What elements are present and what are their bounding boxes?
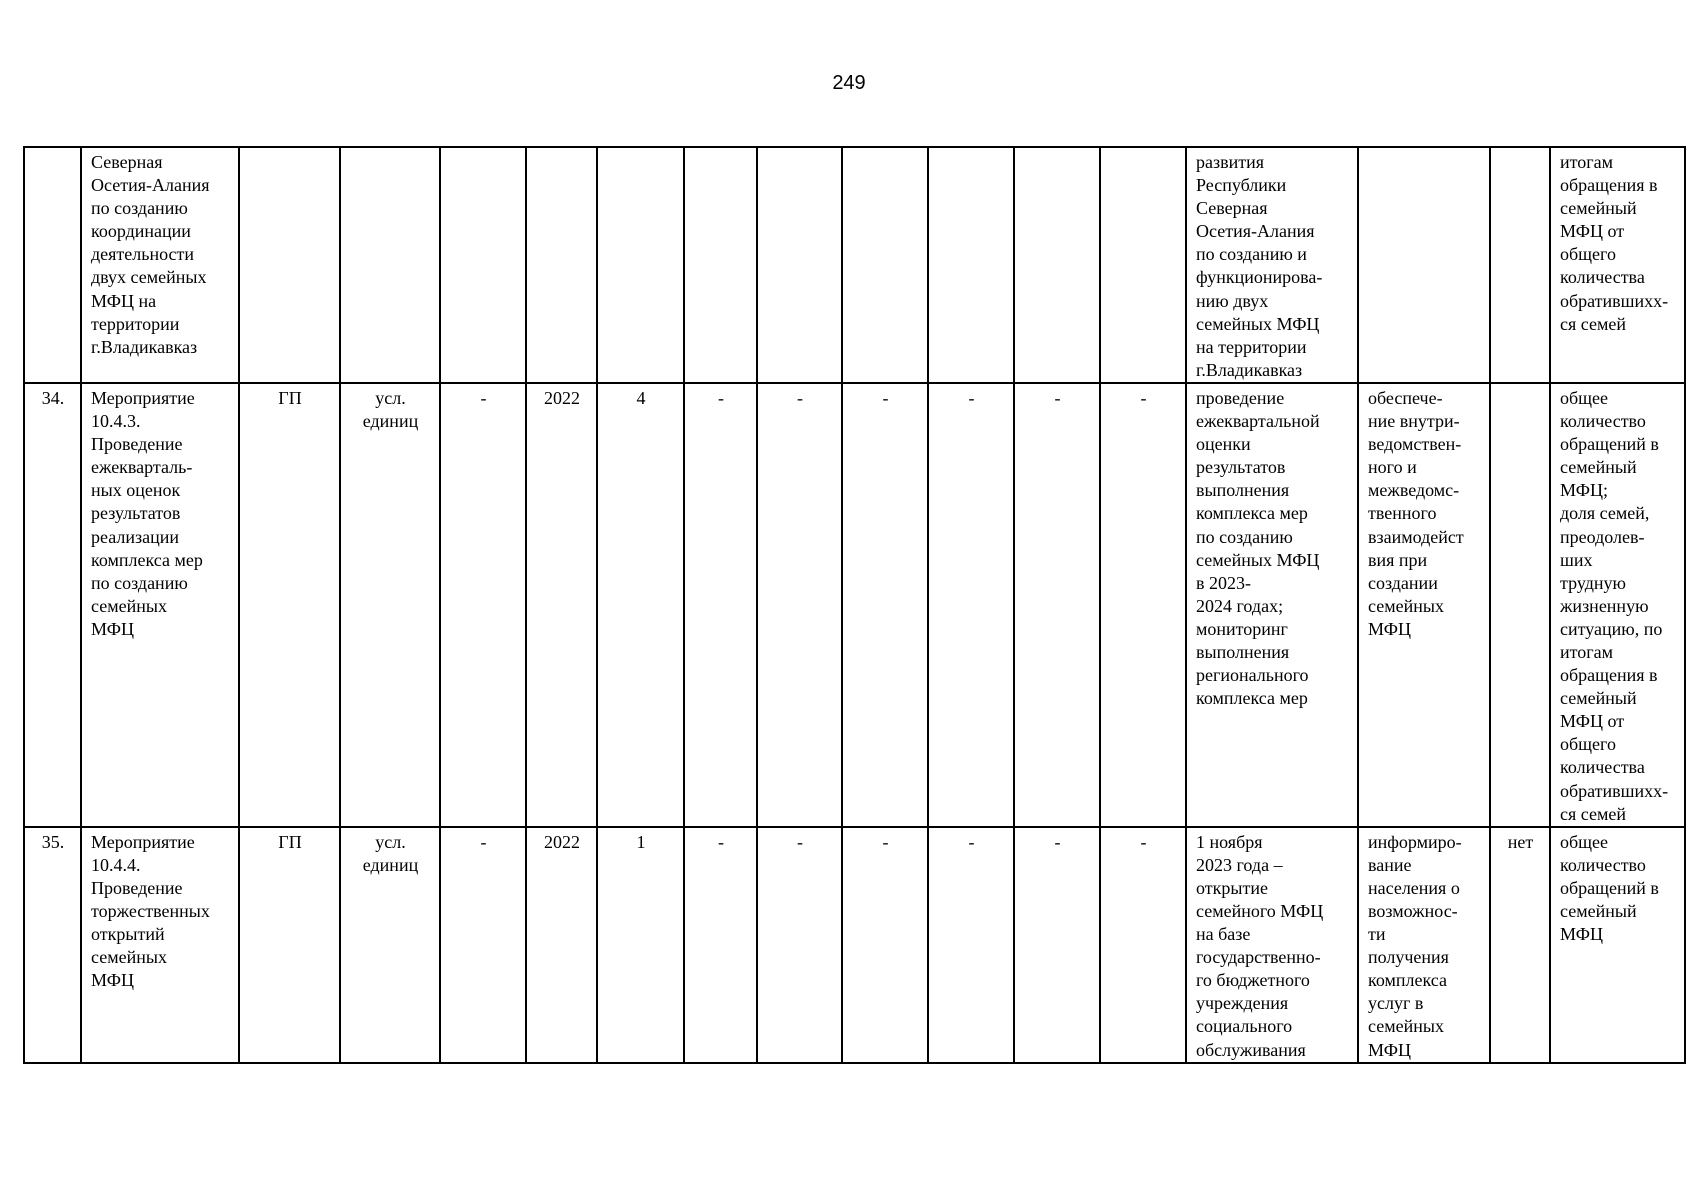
year-5-value bbox=[1014, 147, 1100, 383]
year-4-value: - bbox=[928, 383, 1014, 827]
year-4-value bbox=[928, 147, 1014, 383]
year-4-value: - bbox=[928, 827, 1014, 1063]
year-6-value bbox=[1100, 147, 1186, 383]
target-value: 1 bbox=[597, 827, 684, 1063]
base-year bbox=[526, 147, 597, 383]
risk-note: нет bbox=[1490, 827, 1550, 1063]
base-value bbox=[440, 147, 526, 383]
year-3-value: - bbox=[842, 383, 928, 827]
year-1-value: - bbox=[684, 827, 757, 1063]
row-number: 35. bbox=[24, 827, 81, 1063]
expected-result: проведение ежеквартальной оценки результатов выполнения комплекса мер по созданию семейных МФЦ в 2023- 2024 годах; мониторинг выполнения регионального комплекса мер bbox=[1186, 383, 1358, 827]
program-type bbox=[239, 147, 340, 383]
indicator-description: итогам обращения в семейный МФЦ от общего количества обратившихх- ся семей bbox=[1550, 147, 1685, 383]
year-1-value bbox=[684, 147, 757, 383]
year-2-value bbox=[757, 147, 842, 383]
year-1-value: - bbox=[684, 383, 757, 827]
measures-table bbox=[23, 146, 1686, 1064]
base-value: - bbox=[440, 383, 526, 827]
effect-description bbox=[1358, 147, 1490, 383]
year-6-value: - bbox=[1100, 383, 1186, 827]
base-year: 2022 bbox=[526, 827, 597, 1063]
unit-of-measure: усл. единиц bbox=[340, 827, 440, 1063]
table-row bbox=[24, 827, 1685, 1063]
page-number: 249 bbox=[832, 72, 866, 94]
year-2-value: - bbox=[757, 383, 842, 827]
measure-name: Мероприятие 10.4.3. Проведение ежекварталь- ных оценок результатов реализации комплекса мер по созданию семейных МФЦ bbox=[81, 383, 239, 827]
measure-name: Северная Осетия-Алания по созданию координации деятельности двух семейных МФЦ на территории г.Владикавказ bbox=[81, 147, 239, 383]
target-value: 4 bbox=[597, 383, 684, 827]
expected-result: 1 ноября 2023 года – открытие семейного МФЦ на базе государственно- го бюджетного учреждения социального обслуживания bbox=[1186, 827, 1358, 1063]
base-year: 2022 bbox=[526, 383, 597, 827]
row-number bbox=[24, 147, 81, 383]
unit-of-measure: усл. единиц bbox=[340, 383, 440, 827]
year-6-value: - bbox=[1100, 827, 1186, 1063]
table-row bbox=[24, 147, 1685, 383]
base-value: - bbox=[440, 827, 526, 1063]
risk-note bbox=[1490, 383, 1550, 827]
year-5-value: - bbox=[1014, 827, 1100, 1063]
program-type: ГП bbox=[239, 383, 340, 827]
effect-description: обеспече- ние внутри- ведомствен- ного и межведомс- твенного взаимодейст вия при создании семейных МФЦ bbox=[1358, 383, 1490, 827]
target-value bbox=[597, 147, 684, 383]
table-row bbox=[24, 383, 1685, 827]
year-3-value: - bbox=[842, 827, 928, 1063]
expected-result: развития Республики Северная Осетия-Алания по созданию и функционирова- нию двух семейных МФЦ на территории г.Владикавказ bbox=[1186, 147, 1358, 383]
risk-note bbox=[1490, 147, 1550, 383]
year-2-value: - bbox=[757, 827, 842, 1063]
indicator-description: общее количество обращений в семейный МФЦ bbox=[1550, 827, 1685, 1063]
program-type: ГП bbox=[239, 827, 340, 1063]
unit-of-measure bbox=[340, 147, 440, 383]
row-number: 34. bbox=[24, 383, 81, 827]
measure-name: Мероприятие 10.4.4. Проведение торжественных открытий семейных МФЦ bbox=[81, 827, 239, 1063]
year-5-value: - bbox=[1014, 383, 1100, 827]
year-3-value bbox=[842, 147, 928, 383]
effect-description: информиро- вание населения о возможнос- ти получения комплекса услуг в семейных МФЦ bbox=[1358, 827, 1490, 1063]
indicator-description: общее количество обращений в семейный МФЦ; доля семей, преодолев- ших трудную жизненную ситуацию, по итогам обращения в семейный МФЦ от общего количества обратившихх- ся семей bbox=[1550, 383, 1685, 827]
